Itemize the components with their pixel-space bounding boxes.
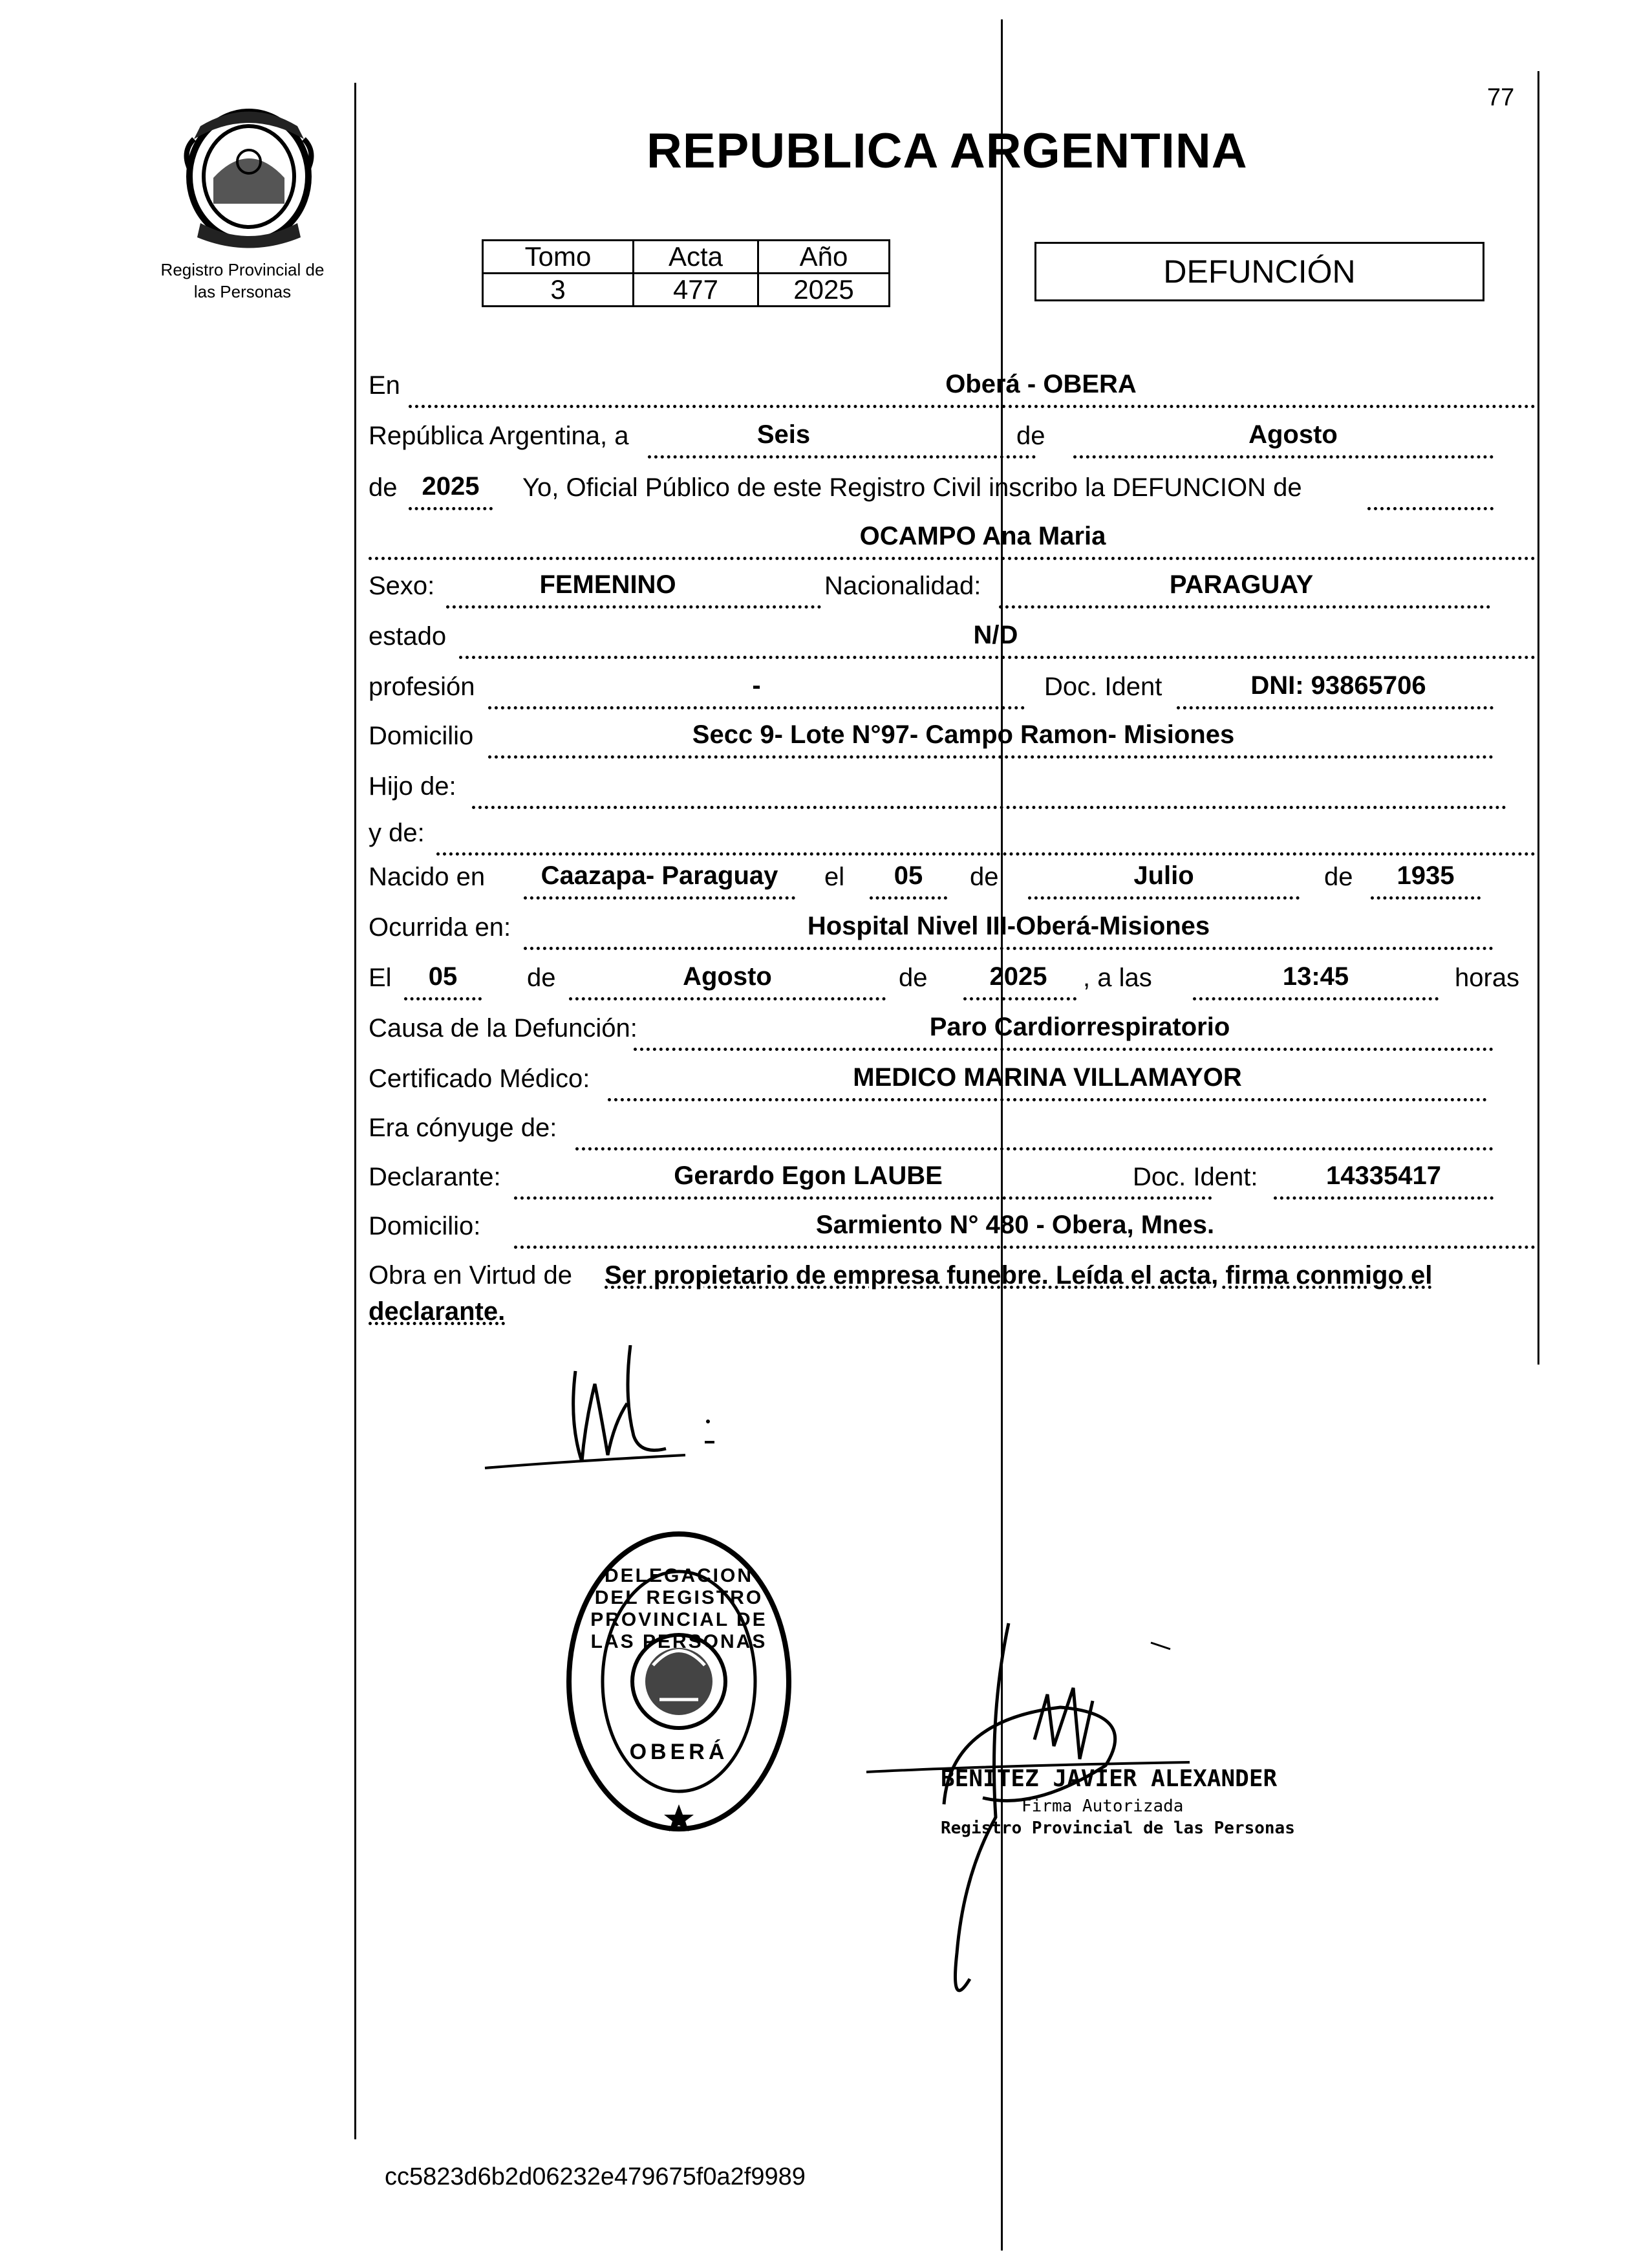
year-value: 2025 — [422, 472, 480, 501]
row-causa — [369, 1011, 1536, 1058]
declarante-label: Declarante: — [369, 1163, 501, 1191]
decl-dom-value: Sarmiento N° 480 - Obera, Mnes. — [815, 1211, 1215, 1239]
row-nacido — [369, 860, 1536, 907]
row-declarante — [369, 1160, 1536, 1207]
row-inscribe — [369, 471, 1536, 517]
official-name: BENITEZ JAVIER ALEXANDER — [941, 1766, 1278, 1792]
tomo-value: 3 — [483, 274, 634, 307]
row-conyuge — [369, 1111, 1536, 1158]
death-de2-label: de — [899, 964, 928, 992]
anio-header: Año — [758, 241, 890, 274]
obra-value-line-1: Ser propietario de empresa funebre. Leída el acta, firma conmigo el — [605, 1261, 1433, 1290]
conyuge-fill — [575, 1111, 1494, 1150]
alas-label: , a las — [1083, 964, 1152, 992]
profesion-value: - — [752, 671, 761, 700]
record-table-values — [483, 274, 890, 307]
row-domicilio — [369, 719, 1536, 766]
decl-doc-label: Doc. Ident: — [1133, 1163, 1258, 1191]
decl-dom-label: Domicilio: — [369, 1212, 481, 1240]
yde-fill — [436, 816, 1536, 856]
estado-label: estado — [369, 622, 447, 651]
cert-label: Certificado Médico: — [369, 1064, 590, 1093]
country-title: REPUBLICA ARGENTINA — [647, 124, 1248, 178]
row-name — [369, 521, 1536, 567]
el-label: el — [824, 863, 845, 891]
causa-value: Paro Cardiorrespiratorio — [929, 1013, 1230, 1041]
official-office: Registro Provincial de las Personas — [941, 1819, 1295, 1838]
death-month: Agosto — [683, 962, 772, 991]
inscribe-fill — [1367, 471, 1494, 510]
registry-caption-line-2: las Personas — [193, 282, 292, 301]
obra-label: Obra en Virtud de — [369, 1261, 573, 1290]
domicilio-label: Domicilio — [369, 722, 474, 750]
republica-label: República Argentina, a — [369, 422, 629, 450]
document-type-box: DEFUNCIÓN — [1034, 242, 1484, 301]
acta-header: Acta — [634, 241, 758, 274]
de2-label: de — [369, 473, 398, 502]
signature-mark-icon — [472, 1345, 744, 1487]
death-day: 05 — [428, 962, 458, 991]
yde-label: y de: — [369, 819, 425, 847]
death-de1-label: de — [527, 964, 556, 992]
doc-value: DNI: 93865706 — [1250, 671, 1426, 700]
row-date — [369, 419, 1536, 466]
registry-caption-line-1: Registro Provincial de — [160, 260, 325, 279]
inscribe-text: Yo, Oficial Público de este Registro Civil inscribo la DEFUNCION de — [522, 473, 1302, 502]
day-value: Seis — [756, 420, 811, 449]
en-label: En — [369, 371, 400, 400]
hijo-label: Hijo de: — [369, 772, 456, 801]
ocurrida-value: Hospital Nivel III-Oberá-Misiones — [807, 912, 1210, 940]
estado-value: N/D — [973, 621, 1018, 649]
death-year: 2025 — [989, 962, 1047, 991]
document-hash: cc5823d6b2d06232e479675f0a2f9989 — [385, 2163, 806, 2190]
cert-value: MEDICO MARINA VILLAMAYOR — [853, 1063, 1242, 1092]
misiones-logo — [175, 100, 323, 249]
birth-de2-label: de — [1324, 863, 1353, 891]
birth-day: 05 — [894, 861, 923, 890]
death-time: 13:45 — [1282, 962, 1349, 991]
acta-value: 477 — [634, 274, 758, 307]
sexo-value: FEMENINO — [539, 570, 676, 599]
stamp-ring-text: DELEGACION DEL REGISTRO PROVINCIAL DE LAS PERSONAS — [590, 1565, 767, 1652]
row-certificado — [369, 1062, 1536, 1108]
left-margin-line — [354, 83, 356, 2139]
row-en — [369, 369, 1536, 415]
row-estado — [369, 620, 1536, 666]
hijo-fill — [472, 770, 1506, 809]
official-role: Firma Autorizada — [1022, 1797, 1184, 1816]
El-label: El — [369, 964, 392, 992]
registry-caption — [139, 259, 346, 303]
row-death-date — [369, 961, 1536, 1008]
obra-value-line-2: declarante. — [369, 1297, 506, 1326]
de-label: de — [1016, 422, 1045, 450]
declarante-value: Gerardo Egon LAUBE — [674, 1161, 943, 1190]
birth-year: 1935 — [1397, 861, 1455, 890]
nacionalidad-value: PARAGUAY — [1169, 570, 1314, 599]
nacido-label: Nacido en — [369, 863, 486, 891]
nacionalidad-label: Nacionalidad: — [824, 572, 981, 600]
record-table-header — [483, 241, 890, 274]
row-decl-domicilio — [369, 1209, 1536, 1256]
page-number: 77 — [1487, 84, 1515, 111]
official-signature-mark-icon — [866, 1617, 1254, 2018]
deceased-name: OCAMPO Ana Maria — [859, 522, 1106, 550]
ocurrida-label: Ocurrida en: — [369, 913, 511, 942]
en-value: Oberá - OBERA — [945, 370, 1137, 398]
row-ocurrida — [369, 911, 1536, 957]
row-sexo — [369, 569, 1536, 616]
nacido-value: Caazapa- Paraguay — [541, 861, 778, 890]
decl-doc-value: 14335417 — [1326, 1161, 1441, 1190]
stamp-center-text: OBERÁ — [629, 1740, 729, 1764]
tomo-header: Tomo — [483, 241, 634, 274]
doc-label: Doc. Ident — [1044, 673, 1162, 701]
profesion-label: profesión — [369, 673, 475, 701]
coat-of-arms-icon — [175, 100, 323, 249]
right-margin-line — [1537, 71, 1539, 1365]
conyuge-label: Era cónyuge de: — [369, 1114, 557, 1142]
sexo-label: Sexo: — [369, 572, 435, 600]
birth-de1-label: de — [970, 863, 999, 891]
record-table — [482, 239, 890, 307]
row-obra — [369, 1258, 1536, 1343]
row-yde — [369, 816, 1536, 863]
row-hijo — [369, 770, 1536, 816]
horas-label: horas — [1455, 964, 1520, 992]
birth-month: Julio — [1133, 861, 1194, 890]
domicilio-value: Secc 9- Lote N°97- Campo Ramon- Misiones — [692, 720, 1235, 749]
month-value: Agosto — [1248, 420, 1338, 449]
declarant-signature — [472, 1345, 744, 1491]
causa-label: Causa de la Defunción: — [369, 1014, 637, 1042]
row-profesion — [369, 670, 1536, 717]
anio-value: 2025 — [758, 274, 890, 307]
